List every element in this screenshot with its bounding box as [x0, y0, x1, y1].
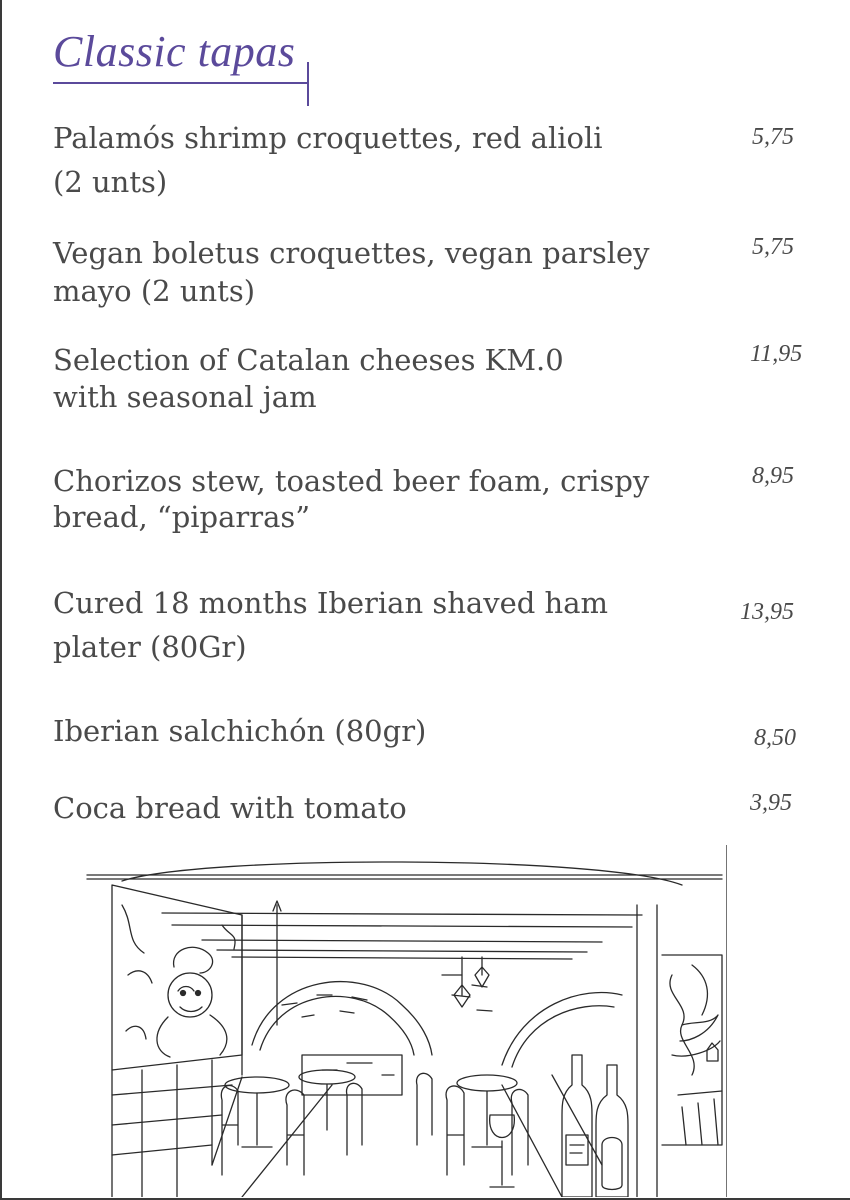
item-name: Coca bread with tomato [53, 791, 407, 825]
item-name: Chorizos stew, toasted beer foam, crispy [53, 464, 650, 498]
item-name: Selection of Catalan cheeses KM.0 [53, 343, 564, 377]
item-name: Iberian salchichón (80gr) [53, 714, 427, 748]
menu-item-iberian-ham [53, 583, 693, 667]
item-price: 8,50 [754, 725, 796, 751]
menu-item-salchichon [53, 711, 693, 752]
item-name-cont: mayo (2 unts) [53, 273, 256, 308]
section-title: Classic tapas [53, 27, 296, 76]
menu-item-coca-bread [53, 788, 693, 829]
item-price: 3,95 [750, 790, 792, 816]
item-name-cont: bread, “piparras” [53, 499, 311, 534]
restaurant-interior-sketch-icon [82, 845, 727, 1197]
item-name-cont: (2 unts) [53, 164, 168, 199]
item-price: 5,75 [752, 124, 794, 150]
item-price: 8,95 [752, 463, 794, 489]
item-price: 5,75 [752, 234, 794, 260]
item-price: 13,95 [740, 599, 794, 625]
item-name: Cured 18 months Iberian shaved ham [53, 586, 609, 620]
item-name: Vegan boletus croquettes, vegan parsley [53, 236, 650, 270]
menu-item-chorizos-stew [53, 461, 693, 537]
menu-item-catalan-cheeses [53, 340, 693, 417]
item-name-cont: with seasonal jam [53, 379, 317, 414]
menu-item-boletus-croquettes [53, 233, 693, 311]
item-name: Palamós shrimp croquettes, red alioli [53, 121, 603, 155]
item-price: 11,95 [750, 341, 803, 367]
title-rule-vertical [307, 62, 309, 106]
item-name-cont: plater (80Gr) [53, 629, 247, 664]
title-underline [53, 82, 309, 84]
menu-item-shrimp-croquettes [53, 118, 693, 202]
